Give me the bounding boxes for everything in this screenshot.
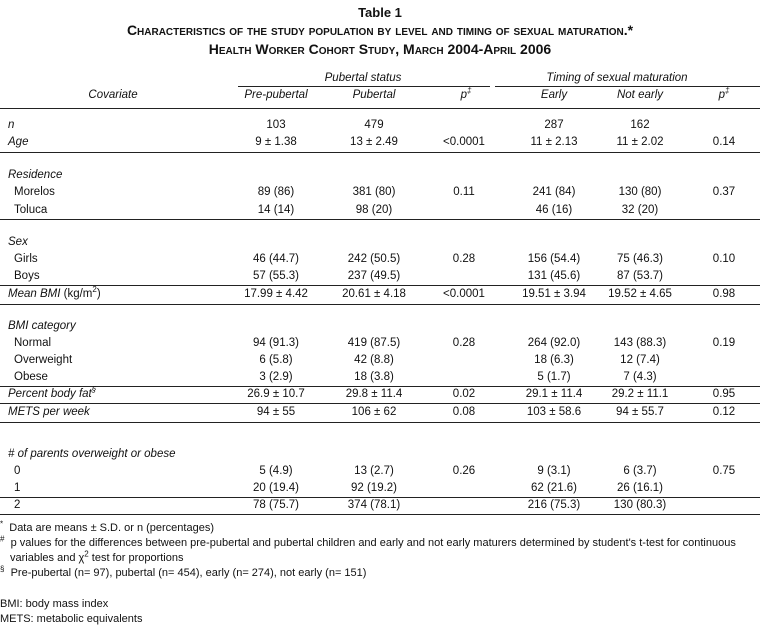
row-label: Boys (14, 270, 40, 282)
cell-pubertal: 18 (3.8) (354, 371, 394, 383)
header-notearly: Not early (616, 89, 664, 101)
row-rule (0, 403, 760, 404)
cell-p-pubertal: 0.08 (452, 406, 476, 418)
cell-pubertal: 106 ± 62 (351, 406, 397, 418)
row-rule (0, 422, 760, 423)
row-label: 2 (14, 499, 21, 511)
header-pubertal: Pubertal (352, 89, 396, 101)
row-label: Morelos (14, 186, 55, 198)
cell-p-pubertal: 0.11 (453, 186, 475, 198)
cell-pubertal: 13 (2.7) (354, 465, 394, 477)
row-label: 0 (14, 465, 21, 477)
cell-early: 11 ± 2.13 (530, 136, 578, 148)
header-early: Early (540, 89, 568, 101)
cell-pubertal: 419 (87.5) (347, 337, 401, 349)
abbreviation-bmi: BMI: body mass index (0, 598, 109, 610)
row-label: Normal (14, 337, 52, 349)
cell-early: 216 (75.3) (527, 499, 581, 511)
cell-notearly: 12 (7.4) (620, 354, 660, 366)
row-label: Age (8, 136, 29, 148)
cell-early: 18 (6.3) (534, 354, 574, 366)
row-label: 1 (14, 482, 21, 494)
cell-notearly: 162 (630, 119, 650, 131)
cell-notearly: 130 (80.3) (613, 499, 667, 511)
row-label: METS per week (8, 406, 90, 418)
cell-p-timing: 0.98 (712, 288, 736, 300)
cell-early: 29.1 ± 11.4 (525, 388, 583, 400)
cell-pubertal: 479 (364, 119, 384, 131)
row-label: # of parents overweight or obese (8, 448, 176, 460)
row-label: Sex (8, 236, 28, 248)
cell-notearly: 87 (53.7) (616, 270, 664, 282)
footnote-1: * Data are means ± S.D. or n (percentages) (0, 519, 214, 534)
cell-prepubertal: 89 (86) (257, 186, 295, 198)
cell-notearly: 94 ± 55.7 (616, 406, 664, 418)
cell-prepubertal: 6 (5.8) (259, 354, 293, 366)
cell-prepubertal: 94 (91.3) (252, 337, 300, 349)
header-prepubertal: Pre-pubertal (244, 89, 308, 101)
cell-prepubertal: 78 (75.7) (252, 499, 300, 511)
cell-p-timing: 0.37 (712, 186, 736, 198)
row-rule (0, 219, 760, 220)
row-label: n (8, 119, 15, 131)
cell-p-timing: 0.10 (712, 253, 736, 265)
cell-pubertal: 29.8 ± 11.4 (345, 388, 403, 400)
cell-notearly: 75 (46.3) (616, 253, 664, 265)
group-rule-timing (495, 86, 760, 87)
cell-p-pubertal: <0.0001 (443, 136, 485, 148)
cell-early: 46 (16) (535, 204, 573, 216)
cell-prepubertal: 103 (266, 119, 286, 131)
cell-pubertal: 381 (80) (352, 186, 396, 198)
cell-early: 103 ± 58.6 (526, 406, 582, 418)
cell-p-timing: 0.19 (712, 337, 736, 349)
cell-pubertal: 20.61 ± 4.18 (342, 288, 406, 300)
cell-pubertal: 13 ± 2.49 (350, 136, 398, 148)
cell-prepubertal: 14 (14) (257, 204, 295, 216)
cell-early: 5 (1.7) (537, 371, 571, 383)
cell-notearly: 29.2 ± 11.1 (611, 388, 669, 400)
cell-notearly: 7 (4.3) (623, 371, 657, 383)
cell-early: 241 (84) (532, 186, 576, 198)
cell-p-pubertal: 0.28 (452, 253, 476, 265)
cell-early: 156 (54.4) (527, 253, 581, 265)
row-label: Toluca (14, 204, 48, 216)
cell-pubertal: 237 (49.5) (347, 270, 401, 282)
header-covariate: Covariate (88, 89, 138, 101)
row-label: Mean BMI $(kg/m^2)$ (8, 285, 101, 300)
cell-pubertal: 42 (8.8) (354, 354, 394, 366)
header-p-pubertal: p‡ (460, 86, 472, 101)
row-label: Overweight (14, 354, 73, 366)
row-rule (0, 304, 760, 305)
footnote-3: § Pre-pubertal (n= 97), pubertal (n= 454), early (n= 274), not early (n= 151) (0, 564, 367, 579)
cell-early: 9 (3.1) (537, 465, 571, 477)
row-rule (0, 152, 760, 153)
cell-notearly: 130 (80) (618, 186, 662, 198)
cell-prepubertal: 17.99 ± 4.42 (244, 288, 308, 300)
footnote-2: # p values for the differences between pre-pubertal and pubertal children and early and not early maturers determined by student's t-test for continuous (0, 534, 736, 549)
footnote-2-cont: variables and $\chi^2$ test for proportions (10, 549, 184, 564)
header-bottom-rule (0, 108, 760, 109)
cell-early: 131 (45.6) (527, 270, 581, 282)
group-header-pubertal: Pubertal status (324, 72, 402, 84)
group-header-timing: Timing of sexual maturation (546, 72, 688, 84)
cell-early: 264 (92.0) (527, 337, 581, 349)
cell-p-pubertal: 0.26 (452, 465, 476, 477)
cell-pubertal: 374 (78.1) (347, 499, 401, 511)
group-rule-pubertal (238, 86, 490, 87)
cell-prepubertal: 20 (19.4) (252, 482, 300, 494)
row-label: BMI category (8, 320, 76, 332)
header-p-timing: p‡ (718, 86, 730, 101)
cell-prepubertal: 5 (4.9) (259, 465, 293, 477)
cell-p-timing: 0.12 (712, 406, 736, 418)
cell-p-timing: 0.95 (712, 388, 736, 400)
row-label: Obese (14, 371, 48, 383)
table-title-block (0, 4, 760, 59)
cell-p-timing: 0.14 (712, 136, 736, 148)
row-label: Residence (8, 169, 63, 181)
cell-early: 62 (21.6) (530, 482, 578, 494)
cell-p-pubertal: 0.28 (452, 337, 476, 349)
cell-notearly: 26 (16.1) (616, 482, 664, 494)
cell-prepubertal: 57 (55.3) (252, 270, 300, 282)
cell-notearly: 6 (3.7) (623, 465, 657, 477)
row-rule (0, 285, 760, 286)
cell-p-pubertal: 0.02 (452, 388, 476, 400)
cell-prepubertal: 26.9 ± 10.7 (247, 388, 305, 400)
table-subcaption: Health Worker Cohort Study, March 2004-April 2006 (208, 41, 552, 57)
cell-pubertal: 92 (19.2) (350, 482, 398, 494)
row-label: Girls (14, 253, 38, 265)
cell-notearly: 19.52 ± 4.65 (608, 288, 672, 300)
cell-p-timing: 0.75 (712, 465, 736, 477)
cell-early: 287 (544, 119, 564, 131)
row-rule (0, 514, 760, 515)
cell-early: 19.51 ± 3.94 (522, 288, 586, 300)
cell-prepubertal: 46 (44.7) (252, 253, 300, 265)
cell-notearly: 11 ± 2.02 (616, 136, 664, 148)
cell-pubertal: 242 (50.5) (347, 253, 401, 265)
cell-pubertal: 98 (20) (355, 204, 393, 216)
cell-prepubertal: 3 (2.9) (259, 371, 293, 383)
table-number: Table 1 (358, 5, 402, 20)
row-label: Percent body fat§ (8, 385, 97, 400)
cell-prepubertal: 9 ± 1.38 (255, 136, 297, 148)
table-caption: Characteristics of the study population by level and timing of sexual maturation.* (126, 22, 634, 38)
abbreviation-mets: METS: metabolic equivalents (0, 613, 143, 625)
cell-prepubertal: 94 ± 55 (256, 406, 296, 418)
cell-p-pubertal: <0.0001 (443, 288, 485, 300)
cell-notearly: 143 (88.3) (613, 337, 667, 349)
cell-notearly: 32 (20) (621, 204, 659, 216)
